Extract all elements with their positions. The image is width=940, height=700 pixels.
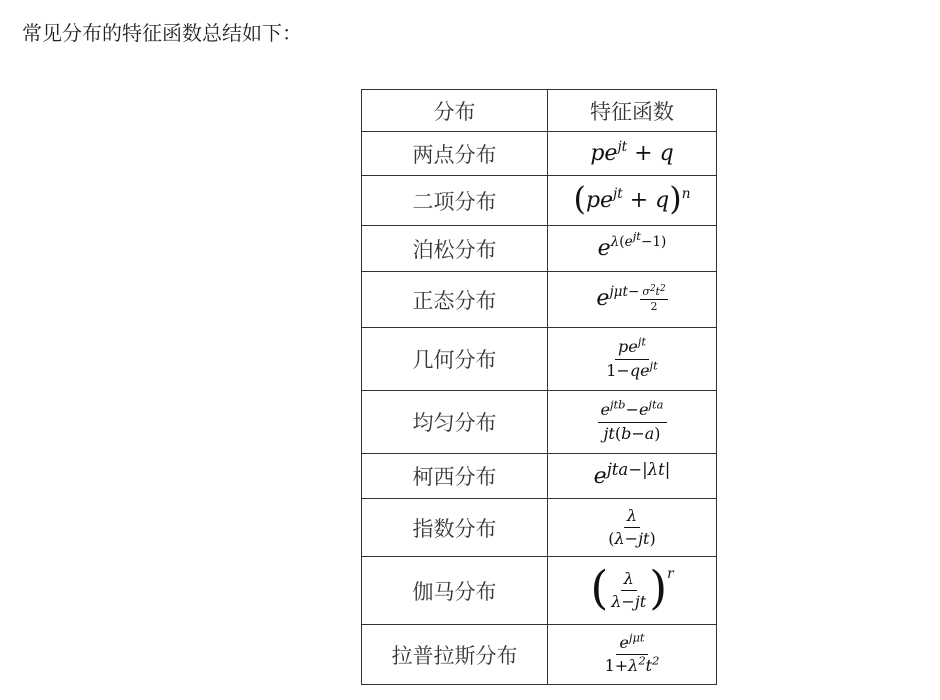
table-row [362,499,717,557]
formula-normal: $e^{j\mu t-}$ $\frac{\sigma^2t^2}{2}$ [596,283,666,314]
formula-poisson: $e^{\lambda(e^{jt}-1)}$ [597,229,667,261]
distribution-name: 二项分布 [362,176,548,226]
formula-uniform: $\frac{e^{jtb}-e^{jta}}{jt(b-a)}$ [598,409,667,434]
formula-geometric: $\frac{pe^{jt}}{1-qe^{jt}}$ [606,334,658,380]
table-row [362,272,717,328]
formula-cell [548,454,717,499]
formula-cell [548,557,717,625]
distribution-name: 泊松分布 [362,226,548,272]
table-row [362,625,717,685]
intro-text: 常见分布的特征函数总结如下： [22,21,302,45]
header-distribution: 分布 [362,90,548,132]
distribution-name: 几何分布 [362,328,548,391]
formula-laplace: $\frac{e^{j\mu t}}{1+\lambda^2t^2}$ [604,630,660,675]
distribution-name: 均匀分布 [362,391,548,454]
table-row [362,557,717,625]
distribution-name: 柯西分布 [362,454,548,499]
formula-cell [548,499,717,557]
distribution-name: 正态分布 [362,272,548,328]
table-row [362,328,717,391]
header-characteristic-function: 特征函数 [548,90,717,132]
distribution-table [361,89,717,685]
formula-cell [548,226,717,272]
formula-cell [548,328,717,391]
table-row [362,176,717,226]
table-row [362,132,717,176]
formula-binomial: $(pe^{jt} + q)^n$ [573,179,691,218]
table-row [362,391,717,454]
distribution-name: 拉普拉斯分布 [362,625,548,685]
table-row [362,454,717,499]
formula-cell [548,132,717,176]
formula-two-point: $pe^{jt} + q$ [590,139,674,166]
table-header-row [362,90,717,132]
distribution-name: 两点分布 [362,132,548,176]
table-row [362,226,717,272]
formula-exponential: $\frac{\lambda}{(\lambda-jt)}$ [608,505,656,548]
distribution-name: 指数分布 [362,499,548,557]
formula-cell [548,625,717,685]
formula-cauchy: $e^{jta-|\lambda t|}$ [593,459,671,489]
formula-cell [548,176,717,226]
formula-gamma: ( $\frac{\lambda}{\lambda-jt}$ )$^r$ [590,559,674,614]
formula-cell [548,272,717,328]
formula-cell [548,391,717,454]
distribution-name: 伽马分布 [362,557,548,625]
